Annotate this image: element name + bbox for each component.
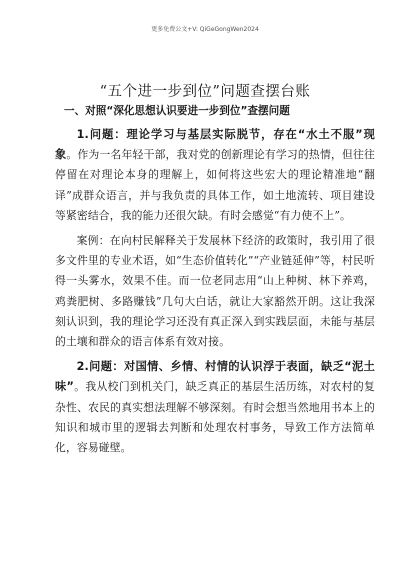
problem-1-paragraph — [55, 125, 375, 226]
problem-1-case: 案例：在向村民解释关于发展林下经济的政策时，我引用了很多文件里的专业术语，如“生态价值转化”“产业链延伸”等，村民听得一头雾水，效果不佳。而一位老同志用“山上种树、林下养鸡，鸡粪肥树、多路赚钱”几句大白话，就让大家豁然开朗。这让我深刻认识到，我的理论学习还没有真正深入到实践层面，未能与基层的土壤和群众的语言体系有效对接。 — [55, 234, 375, 349]
problem-2-text: 。我从校门到机关门，缺乏真正的基层生活历练，对农村的复杂性、农民的真实想法理解不够深刻。有时会想当然地用书本上的知识和城市里的逻辑去判断和处理农村事务，导致工作方法简单化，容易碰壁。 — [55, 380, 375, 455]
header-note: 更多免费公文+V: QiGeGongWen2024 — [151, 26, 259, 33]
problem-2-paragraph — [55, 357, 375, 458]
document-title: “五个进一步到位”问题查摆台账 — [99, 84, 311, 100]
document-body — [55, 125, 375, 463]
problem-1-text: 。作为一名年轻干部，我对党的创新理论有学习的热情，但往往停留在对理论本身的理解上，如何将这些宏大的理论精准地“翻译”成群众语言，并与我负责的具体工作，如土地流转、项目建设等紧密结合，我的能力还很欠缺。有时会感觉“有力使不上”。 — [55, 148, 375, 222]
problem-1-lead: 1.问题：理论学习与基层实际脱节，存在“水土不服”现象 — [55, 128, 375, 162]
problem-2-lead: 2.问题：对国情、乡情、村情的认识浮于表面，缺乏“泥土味” — [55, 360, 375, 394]
section-heading: 一、对照“深化思想认识要进一步到位”查摆问题 — [64, 105, 290, 117]
